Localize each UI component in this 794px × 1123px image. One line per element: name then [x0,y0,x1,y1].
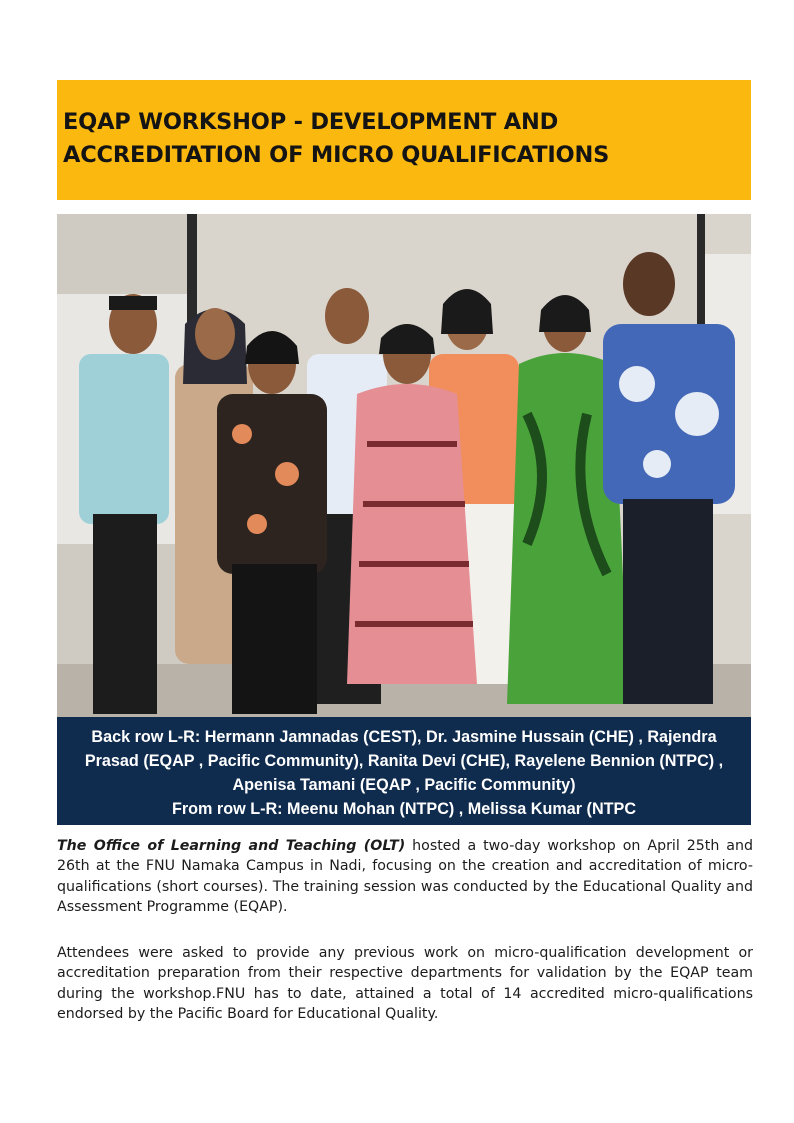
paragraph-text: hosted a two-day workshop on April 25th and 26th at the FNU Namaka Campus in Nadi, focusing on the creation and accreditation of micro-qualifications (short courses). The training session was conducted by the Educational Quality and Assessment Programme (EQAP). [57,838,753,915]
caption-line: Prasad (EQAP , Pacific Community), Ranita Devi (CHE), Rayelene Bennion (NTPC) , [84,752,724,770]
organization-name: The Office of Learning and Teaching (OLT) [57,838,406,854]
photo-caption [57,717,751,825]
title-banner [57,80,751,200]
group-photo [57,214,751,717]
page-title-line-2: ACCREDITATION OF MICRO QUALIFICATIONS [63,142,610,168]
article-paragraph-2: Attendees were asked to provide any previous work on micro-qualification development or accreditation preparation from their respective departments for validation by the EQAP team during the workshop.FNU has to date, attained a total of 14 accredited micro-qualifications endorsed by the Pacific Board for Educational Quality. [57,945,753,1022]
page-title-line-1: EQAP WORKSHOP - DEVELOPMENT AND [63,109,559,135]
caption-line: Back row L-R: Hermann Jamnadas (CEST), Dr. Jasmine Hussain (CHE) , Rajendra [91,728,717,746]
article-paragraph-1 [57,836,753,917]
caption-line: Apenisa Tamani (EQAP , Pacific Community) [232,776,576,794]
caption-line: From row L-R: Meenu Mohan (NTPC) , Melissa Kumar (NTPC [171,800,637,818]
